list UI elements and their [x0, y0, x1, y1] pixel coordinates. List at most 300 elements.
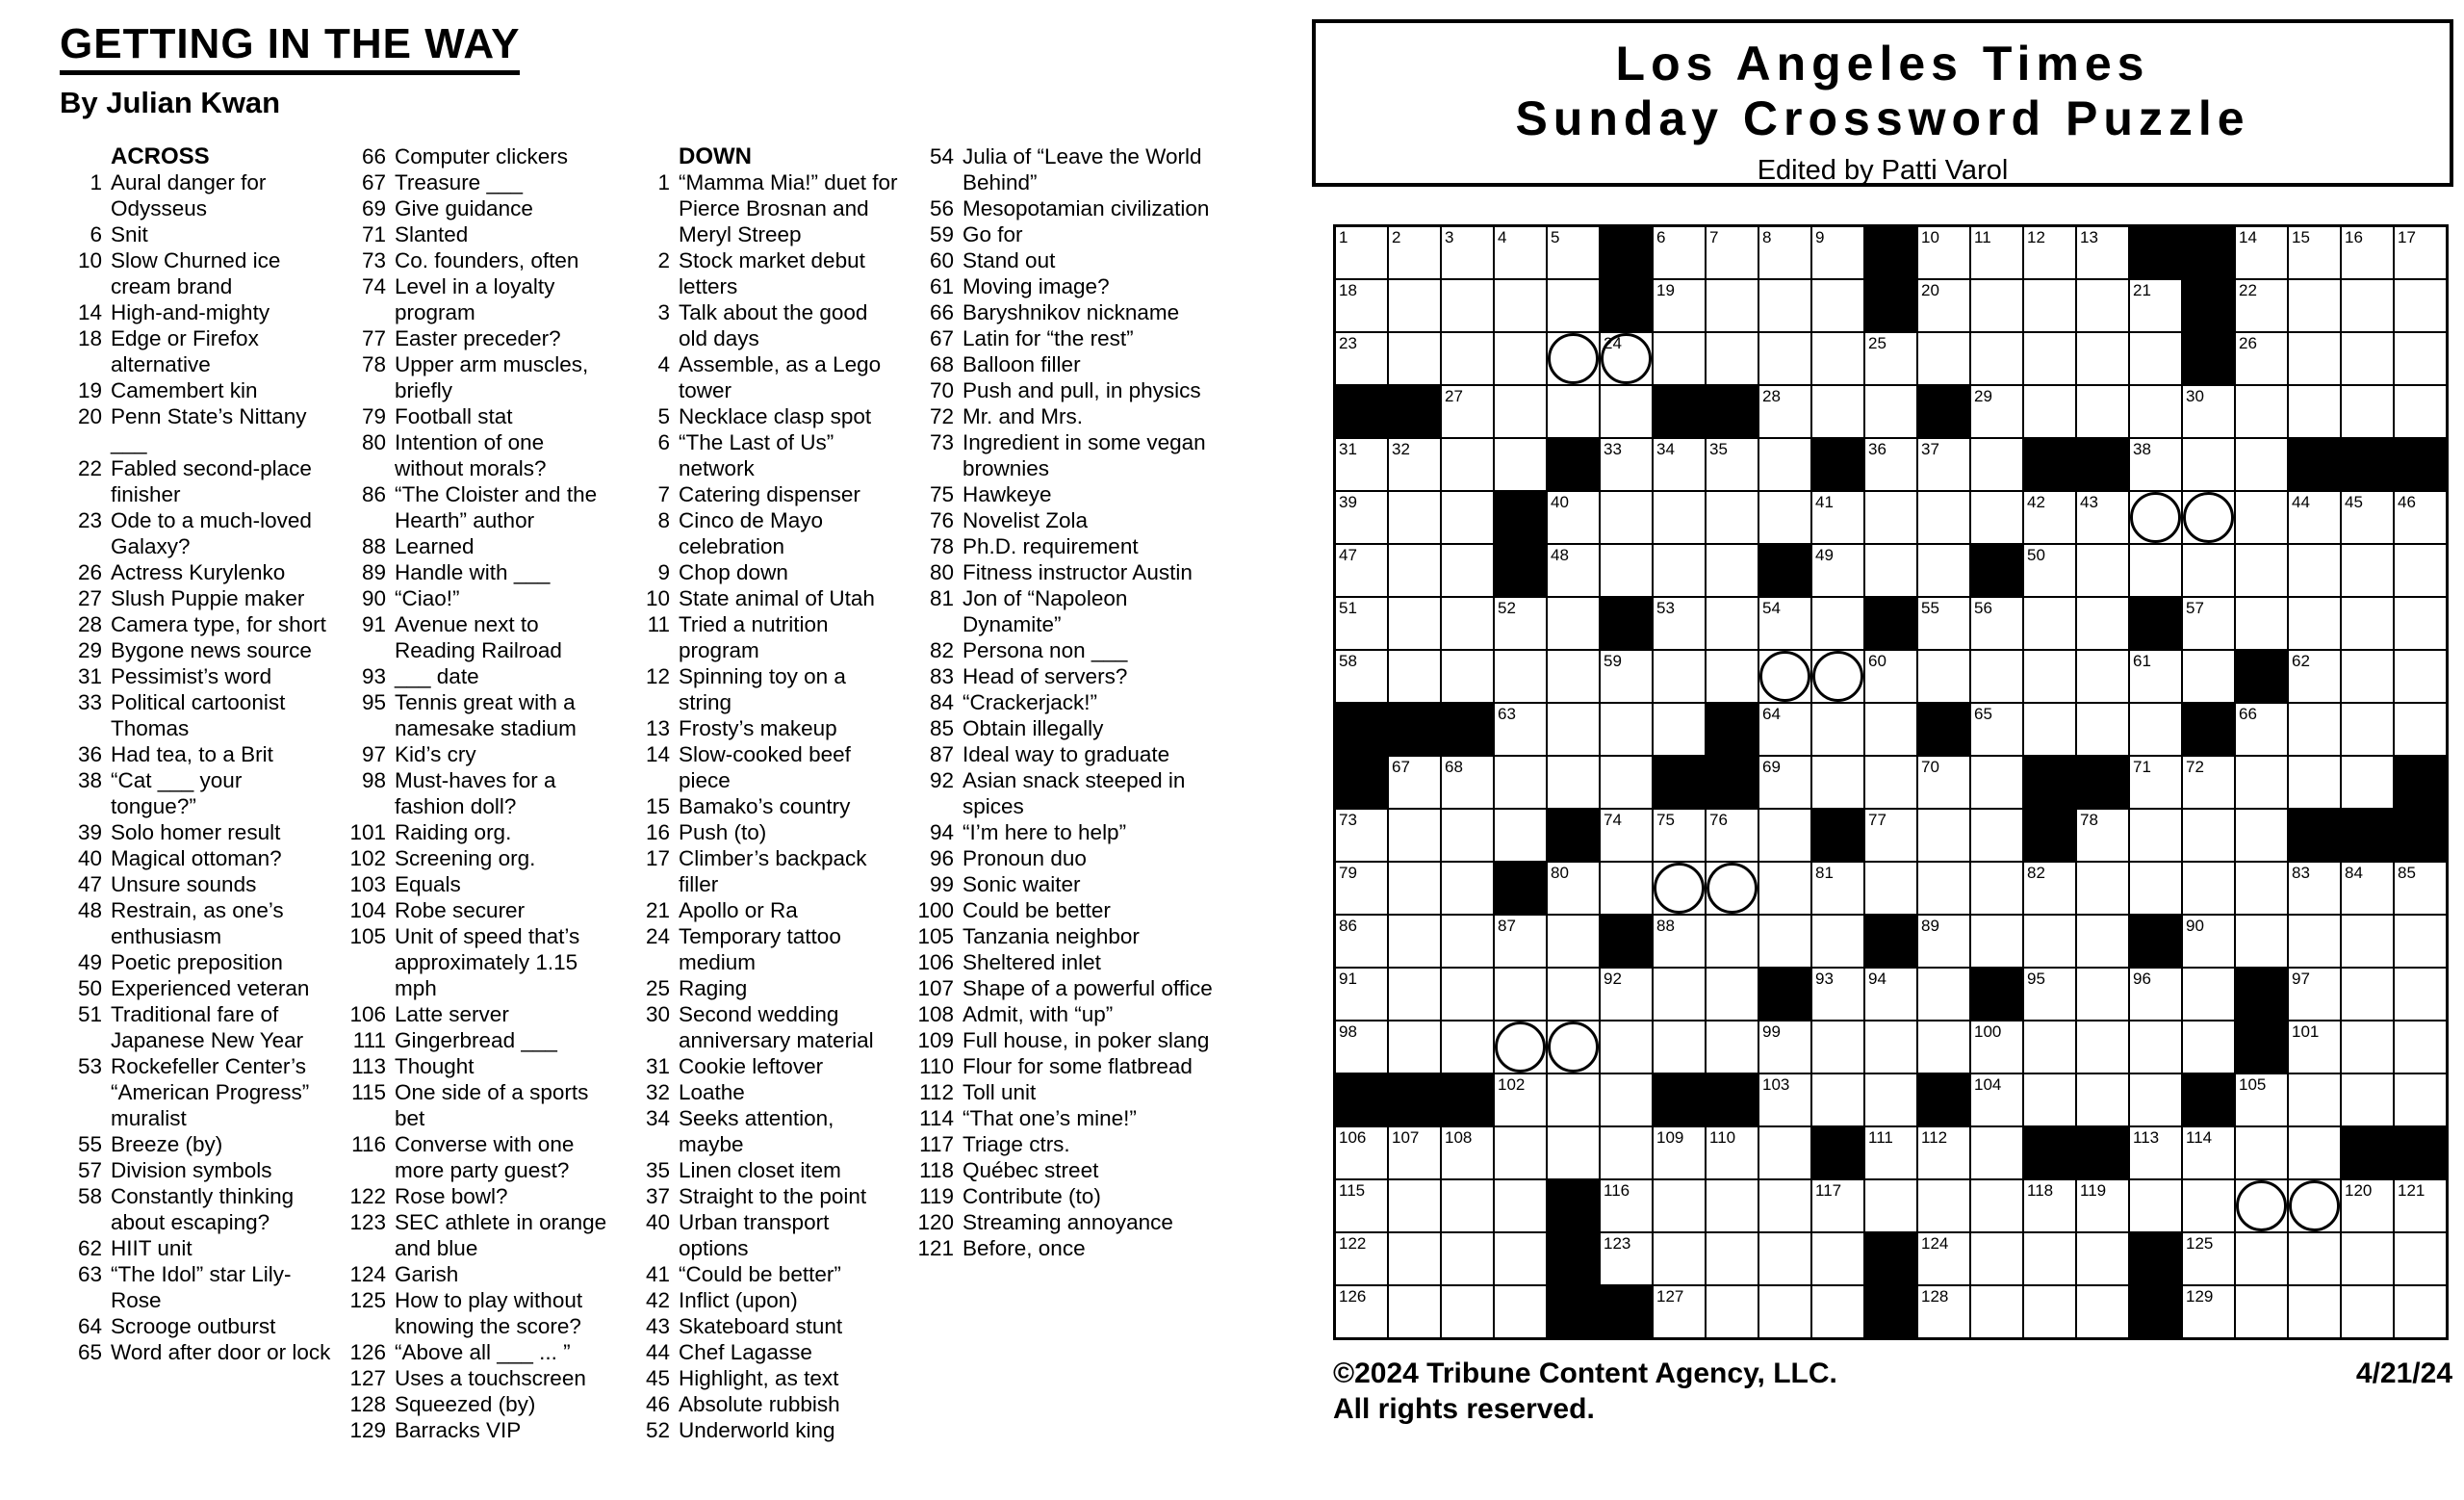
- grid-cell-r19c3: [1442, 1180, 1493, 1231]
- clue-text: Frosty’s makeup: [679, 716, 837, 740]
- grid-cell-r6c9: [1759, 492, 1810, 543]
- clue-item: [60, 845, 331, 871]
- clue-text: Unsure sounds: [111, 872, 257, 896]
- grid-cell-black-r5c19: [2289, 439, 2340, 490]
- clue-number: 20: [77, 404, 102, 428]
- cell-number: 69: [1762, 758, 1781, 776]
- grid-cell-r19c20: [2342, 1180, 2393, 1231]
- grid-cell-black-r15c9: [1759, 969, 1810, 1020]
- grid-cell-r7c14: [2024, 545, 2075, 596]
- clue-text: Slow Churned ice cream brand: [111, 248, 281, 298]
- cell-number: 46: [2398, 493, 2416, 511]
- clue-text: Solo homer result: [111, 820, 281, 844]
- grid-cell-black-r13c4: [1495, 863, 1546, 914]
- clue-item: [628, 1339, 899, 1365]
- cell-number: 122: [1339, 1234, 1367, 1253]
- grid-cell-r15c3: [1442, 969, 1493, 1020]
- circle-marker: [2183, 492, 2234, 543]
- clue-number: 9: [657, 560, 670, 584]
- grid-cell-r1c5: [1548, 227, 1599, 278]
- grid-cell-r19c14: [2024, 1180, 2075, 1231]
- grid-cell-r18c6: [1601, 1127, 1652, 1178]
- grid-cell-r3c18: [2236, 333, 2287, 384]
- clue-item: [911, 585, 1218, 637]
- grid-cell-r19c2: [1389, 1180, 1440, 1231]
- cell-number: 91: [1339, 970, 1357, 988]
- clue-text: “I’m here to help”: [962, 820, 1127, 844]
- grid-cell-r9c2: [1389, 651, 1440, 702]
- clue-item: [911, 845, 1218, 871]
- grid-cell-r5c12: [1918, 439, 1969, 490]
- grid-cell-r16c13: [1971, 1022, 2022, 1073]
- clue-item: [60, 1235, 331, 1261]
- clue-number: 73: [361, 248, 386, 272]
- cell-number: 21: [2133, 281, 2151, 299]
- grid-cell-r20c8: [1707, 1233, 1758, 1284]
- grid-cell-r18c18: [2236, 1127, 2287, 1178]
- grid-cell-r5c8: [1707, 439, 1758, 490]
- clue-number: 1: [657, 170, 670, 194]
- clue-text: Rockefeller Center’s “American Progress” muralist: [111, 1054, 310, 1130]
- cell-number: 103: [1762, 1075, 1790, 1094]
- cell-number: 2: [1392, 228, 1401, 246]
- clue-number: 113: [351, 1054, 386, 1078]
- grid-cell-r10c20: [2342, 704, 2393, 755]
- grid-cell-r13c16: [2130, 863, 2181, 914]
- grid-cell-r15c4: [1495, 969, 1546, 1020]
- clue-number: 117: [919, 1132, 954, 1156]
- grid-cell-black-r5c14: [2024, 439, 2075, 490]
- clue-text: “Could be better”: [679, 1262, 841, 1286]
- clue-number: 31: [645, 1054, 670, 1078]
- grid-cell-r10c14: [2024, 704, 2075, 755]
- clue-text: Upper arm muscles, briefly: [395, 352, 589, 402]
- grid-cell-black-r21c6: [1601, 1286, 1652, 1337]
- clue-item: [60, 741, 331, 767]
- grid-cell-r16c7: [1654, 1022, 1705, 1073]
- grid-cell-r7c17: [2183, 545, 2234, 596]
- clue-item: [911, 975, 1218, 1001]
- grid-cell-r3c6: [1601, 333, 1652, 384]
- grid-cell-r15c7: [1654, 969, 1705, 1020]
- grid-cell-black-r20c16: [2130, 1233, 2181, 1284]
- clue-item: [628, 741, 899, 793]
- cell-number: 32: [1392, 440, 1410, 458]
- clue-text: Camera type, for short: [111, 612, 326, 636]
- cell-number: 68: [1445, 758, 1463, 776]
- grid-cell-r17c19: [2289, 1074, 2340, 1125]
- grid-cell-r20c4: [1495, 1233, 1546, 1284]
- clue-number: 60: [929, 248, 954, 272]
- clue-number: 115: [351, 1080, 386, 1104]
- clue-number: 62: [77, 1236, 102, 1260]
- clue-number: 45: [645, 1366, 670, 1390]
- clue-text: Balloon filler: [962, 352, 1081, 376]
- grid-cell-r18c17: [2183, 1127, 2234, 1178]
- clue-text: Stock market debut letters: [679, 248, 865, 298]
- clue-item: [628, 585, 899, 611]
- clue-item: [628, 923, 899, 975]
- clue-item: [628, 299, 899, 351]
- cell-number: 80: [1551, 864, 1569, 882]
- cell-number: 86: [1339, 917, 1357, 935]
- clue-number: 37: [645, 1184, 670, 1208]
- clue-number: 33: [77, 690, 102, 714]
- grid-cell-r13c2: [1389, 863, 1440, 914]
- clue-text: Pessimist’s word: [111, 664, 272, 688]
- grid-cell-r12c4: [1495, 810, 1546, 861]
- clue-item: [628, 507, 899, 559]
- grid-cell-r14c17: [2183, 916, 2234, 967]
- cell-number: 1: [1339, 228, 1348, 246]
- grid-cell-r11c12: [1918, 757, 1969, 808]
- cell-number: 10: [1921, 228, 1939, 246]
- clue-text: Asian snack steeped in spices: [962, 768, 1186, 818]
- clue-item: [911, 1131, 1218, 1157]
- clue-text: Sonic waiter: [962, 872, 1081, 896]
- grid-cell-r11c19: [2289, 757, 2340, 808]
- grid-cell-r14c19: [2289, 916, 2340, 967]
- clue-item: [628, 169, 899, 247]
- grid-cell-r16c19: [2289, 1022, 2340, 1073]
- grid-cell-r1c10: [1812, 227, 1863, 278]
- clue-text: Penn State’s Nittany ___: [111, 404, 307, 454]
- clue-item: [911, 663, 1218, 689]
- grid-cell-r14c20: [2342, 916, 2393, 967]
- grid-cell-r19c8: [1707, 1180, 1758, 1231]
- grid-cell-r19c21: [2395, 1180, 2446, 1231]
- grid-cell-r1c15: [2077, 227, 2128, 278]
- grid-cell-r7c6: [1601, 545, 1652, 596]
- cell-number: 87: [1498, 917, 1516, 935]
- clue-item: [60, 1183, 331, 1235]
- grid-cell-r16c21: [2395, 1022, 2446, 1073]
- clue-text: Tried a nutrition program: [679, 612, 829, 662]
- copyright-line1: ©2024 Tribune Content Agency, LLC.: [1333, 1358, 1837, 1389]
- grid-cell-r14c8: [1707, 916, 1758, 967]
- clue-number: 57: [77, 1158, 102, 1182]
- clue-number: 59: [929, 222, 954, 246]
- grid-cell-r9c11: [1865, 651, 1916, 702]
- clue-number: 5: [657, 404, 670, 428]
- cell-number: 129: [2186, 1287, 2214, 1306]
- clue-item: [344, 559, 615, 585]
- grid-cell-r17c14: [2024, 1074, 2075, 1125]
- clue-item: [344, 1339, 615, 1365]
- grid-cell-r12c12: [1918, 810, 1969, 861]
- clue-text: Sheltered inlet: [962, 950, 1101, 974]
- grid-cell-r7c16: [2130, 545, 2181, 596]
- grid-cell-r13c7: [1654, 863, 1705, 914]
- clue-number: 46: [645, 1392, 670, 1416]
- grid-cell-r18c13: [1971, 1127, 2022, 1178]
- grid-cell-r12c6: [1601, 810, 1652, 861]
- clue-item: [60, 871, 331, 897]
- grid-cell-r13c6: [1601, 863, 1652, 914]
- clue-item: [628, 1183, 899, 1209]
- grid-cell-r13c17: [2183, 863, 2234, 914]
- clue-text: Snit: [111, 222, 148, 246]
- clue-number: 106: [917, 950, 954, 974]
- clue-item: [628, 1287, 899, 1313]
- grid-cell-r14c14: [2024, 916, 2075, 967]
- clue-item: [628, 1053, 899, 1079]
- clue-number: 42: [645, 1288, 670, 1312]
- clue-number: 67: [361, 170, 386, 194]
- clue-number: 97: [361, 742, 386, 766]
- grid-cell-r1c19: [2289, 227, 2340, 278]
- clue-text: Hawkeye: [962, 482, 1052, 506]
- grid-cell-r4c14: [2024, 386, 2075, 437]
- grid-cell-r16c4: [1495, 1022, 1546, 1073]
- clue-number: 95: [361, 690, 386, 714]
- clue-item: [344, 325, 615, 351]
- grid-cell-r15c21: [2395, 969, 2446, 1020]
- cell-number: 52: [1498, 599, 1516, 617]
- grid-cell-r5c1: [1336, 439, 1387, 490]
- grid-cell-r10c4: [1495, 704, 1546, 755]
- clue-text: Fabled second-place finisher: [111, 456, 312, 506]
- grid-cell-r18c1: [1336, 1127, 1387, 1178]
- grid-cell-r7c18: [2236, 545, 2287, 596]
- clue-text: Fitness instructor Austin: [962, 560, 1193, 584]
- grid-cell-r9c14: [2024, 651, 2075, 702]
- grid-cell-r10c11: [1865, 704, 1916, 755]
- grid-cell-black-r12c5: [1548, 810, 1599, 861]
- clue-item: [628, 663, 899, 715]
- clue-item: [60, 975, 331, 1001]
- cell-number: 125: [2186, 1234, 2214, 1253]
- clue-item: [60, 689, 331, 741]
- cell-number: 88: [1656, 917, 1675, 935]
- grid-cell-r13c14: [2024, 863, 2075, 914]
- grid-cell-r6c10: [1812, 492, 1863, 543]
- cell-number: 83: [2292, 864, 2310, 882]
- grid-cell-black-r5c10: [1812, 439, 1863, 490]
- grid-cell-r2c14: [2024, 280, 2075, 331]
- cell-number: 124: [1921, 1234, 1949, 1253]
- clue-text: Converse with one more party guest?: [395, 1132, 575, 1182]
- clue-text: Flour for some flatbread: [962, 1054, 1193, 1078]
- grid-cell-r1c4: [1495, 227, 1546, 278]
- clue-number: 13: [645, 716, 670, 740]
- clue-item: [60, 325, 331, 377]
- grid-cell-black-r12c19: [2289, 810, 2340, 861]
- grid-cell-r4c17: [2183, 386, 2234, 437]
- grid-cell-black-r14c11: [1865, 916, 1916, 967]
- grid-cell-black-r21c5: [1548, 1286, 1599, 1337]
- clue-number: 89: [361, 560, 386, 584]
- grid-cell-r21c19: [2289, 1286, 2340, 1337]
- clue-number: 6: [90, 222, 102, 246]
- grid-cell-black-r3c17: [2183, 333, 2234, 384]
- clue-text: Before, once: [962, 1236, 1086, 1260]
- grid-cell-r14c10: [1812, 916, 1863, 967]
- clue-number: 116: [351, 1132, 386, 1156]
- clue-number: 40: [645, 1210, 670, 1234]
- grid-cell-r3c9: [1759, 333, 1810, 384]
- cell-number: 114: [2186, 1128, 2213, 1147]
- cell-number: 76: [1709, 811, 1728, 829]
- byline: By Julian Kwan: [60, 86, 281, 119]
- grid-cell-r6c6: [1601, 492, 1652, 543]
- clue-text: Push (to): [679, 820, 767, 844]
- grid-cell-r16c17: [2183, 1022, 2234, 1073]
- grid-cell-r9c21: [2395, 651, 2446, 702]
- grid-cell-r3c3: [1442, 333, 1493, 384]
- cell-number: 51: [1339, 599, 1357, 617]
- cell-number: 97: [2292, 970, 2310, 988]
- grid-cell-r21c2: [1389, 1286, 1440, 1337]
- clue-item: [60, 169, 331, 221]
- grid-cell-r2c21: [2395, 280, 2446, 331]
- grid-cell-r8c2: [1389, 598, 1440, 649]
- clue-text: Talk about the good old days: [679, 300, 868, 350]
- cell-number: 3: [1445, 228, 1454, 246]
- grid-cell-r4c5: [1548, 386, 1599, 437]
- clue-item: [344, 1027, 615, 1053]
- clue-item: [911, 299, 1218, 325]
- grid-cell-r15c2: [1389, 969, 1440, 1020]
- grid-cell-r3c13: [1971, 333, 2022, 384]
- cell-number: 104: [1974, 1075, 2002, 1094]
- grid-cell-r21c10: [1812, 1286, 1863, 1337]
- clue-number: 18: [77, 326, 102, 350]
- grid-cell-r20c18: [2236, 1233, 2287, 1284]
- grid-cell-black-r18c21: [2395, 1127, 2446, 1178]
- grid-cell-r4c6: [1601, 386, 1652, 437]
- cell-number: 7: [1709, 228, 1719, 246]
- grid-cell-black-r10c3: [1442, 704, 1493, 755]
- clue-item: [60, 507, 331, 559]
- grid-cell-r8c14: [2024, 598, 2075, 649]
- clue-item: [344, 741, 615, 767]
- grid-cell-r6c5: [1548, 492, 1599, 543]
- clue-text: Highlight, as text: [679, 1366, 839, 1390]
- clue-number: 70: [929, 378, 954, 402]
- grid-cell-r12c15: [2077, 810, 2128, 861]
- clue-item: [344, 1131, 615, 1183]
- grid-cell-r2c10: [1812, 280, 1863, 331]
- cell-number: 113: [2133, 1128, 2160, 1147]
- grid-cell-r13c20: [2342, 863, 2393, 914]
- grid-cell-r7c5: [1548, 545, 1599, 596]
- cell-number: 40: [1551, 493, 1569, 511]
- grid-cell-r6c11: [1865, 492, 1916, 543]
- clue-number: 90: [361, 586, 386, 610]
- grid-cell-black-r12c14: [2024, 810, 2075, 861]
- clue-number: 67: [929, 326, 954, 350]
- clue-item: [344, 143, 615, 169]
- clue-number: 55: [77, 1132, 102, 1156]
- clue-text: Give guidance: [395, 196, 533, 220]
- grid-cell-r13c21: [2395, 863, 2446, 914]
- clue-text: Word after door or lock: [111, 1340, 331, 1364]
- grid-cell-r17c18: [2236, 1074, 2287, 1125]
- grid-cell-r6c20: [2342, 492, 2393, 543]
- grid-cell-r3c12: [1918, 333, 1969, 384]
- grid-cell-black-r17c8: [1707, 1074, 1758, 1125]
- grid-cell-r17c6: [1601, 1074, 1652, 1125]
- cell-number: 66: [2239, 705, 2257, 723]
- cell-number: 35: [1709, 440, 1728, 458]
- cell-number: 64: [1762, 705, 1781, 723]
- grid-cell-r6c2: [1389, 492, 1440, 543]
- cell-number: 20: [1921, 281, 1939, 299]
- clue-number: 16: [645, 820, 670, 844]
- grid-cell-r18c19: [2289, 1127, 2340, 1178]
- grid-cell-r12c7: [1654, 810, 1705, 861]
- grid-cell-r1c8: [1707, 227, 1758, 278]
- clue-item: [60, 221, 331, 247]
- grid-cell-r10c5: [1548, 704, 1599, 755]
- clue-item: [911, 767, 1218, 819]
- grid-cell-black-r17c12: [1918, 1074, 1969, 1125]
- grid-cell-r2c20: [2342, 280, 2393, 331]
- clue-item: [344, 351, 615, 403]
- grid-cell-black-r1c17: [2183, 227, 2234, 278]
- clue-number: 92: [929, 768, 954, 792]
- clue-item: [344, 247, 615, 273]
- clue-item: [60, 1339, 331, 1365]
- clue-text: Raging: [679, 976, 748, 1000]
- grid-cell-r4c3: [1442, 386, 1493, 437]
- clue-number: 14: [77, 300, 102, 324]
- puzzle-date: 4/21/24: [2355, 1358, 2452, 1389]
- grid-cell-r2c19: [2289, 280, 2340, 331]
- cell-number: 93: [1815, 970, 1834, 988]
- clue-text: Kid’s cry: [395, 742, 476, 766]
- clue-number: 50: [77, 976, 102, 1000]
- grid-cell-r20c9: [1759, 1233, 1810, 1284]
- grid-cell-r16c14: [2024, 1022, 2075, 1073]
- grid-cell-r1c21: [2395, 227, 2446, 278]
- clue-item: [911, 533, 1218, 559]
- clue-text: “The Last of Us” network: [679, 430, 834, 480]
- grid-cell-r16c6: [1601, 1022, 1652, 1073]
- clue-item: [911, 351, 1218, 377]
- clue-item: [60, 949, 331, 975]
- clue-number: 54: [929, 144, 954, 168]
- clue-number: 85: [929, 716, 954, 740]
- grid-cell-black-r11c21: [2395, 757, 2446, 808]
- clue-text: Skateboard stunt: [679, 1314, 843, 1338]
- clue-text: Jon of “Napoleon Dynamite”: [962, 586, 1128, 636]
- clue-item: [911, 897, 1218, 923]
- clue-number: 86: [361, 482, 386, 506]
- grid-cell-black-r14c6: [1601, 916, 1652, 967]
- cell-number: 99: [1762, 1022, 1781, 1041]
- grid-cell-r9c15: [2077, 651, 2128, 702]
- grid-cell-r15c8: [1707, 969, 1758, 1020]
- clue-number: 39: [77, 820, 102, 844]
- grid-cell-r6c13: [1971, 492, 2022, 543]
- clue-text: Had tea, to a Brit: [111, 742, 273, 766]
- grid-cell-black-r5c5: [1548, 439, 1599, 490]
- clue-text: SEC athlete in orange and blue: [395, 1210, 607, 1260]
- cell-number: 121: [2398, 1181, 2426, 1200]
- grid-cell-black-r2c6: [1601, 280, 1652, 331]
- cell-number: 98: [1339, 1022, 1357, 1041]
- grid-cell-r13c15: [2077, 863, 2128, 914]
- cell-number: 118: [2027, 1181, 2054, 1200]
- grid-cell-r5c7: [1654, 439, 1705, 490]
- grid-cell-r5c17: [2183, 439, 2234, 490]
- clue-text: Equals: [395, 872, 461, 896]
- grid-cell-r7c12: [1918, 545, 1969, 596]
- grid-cell-black-r4c8: [1707, 386, 1758, 437]
- clue-text: “That one’s mine!”: [962, 1106, 1137, 1130]
